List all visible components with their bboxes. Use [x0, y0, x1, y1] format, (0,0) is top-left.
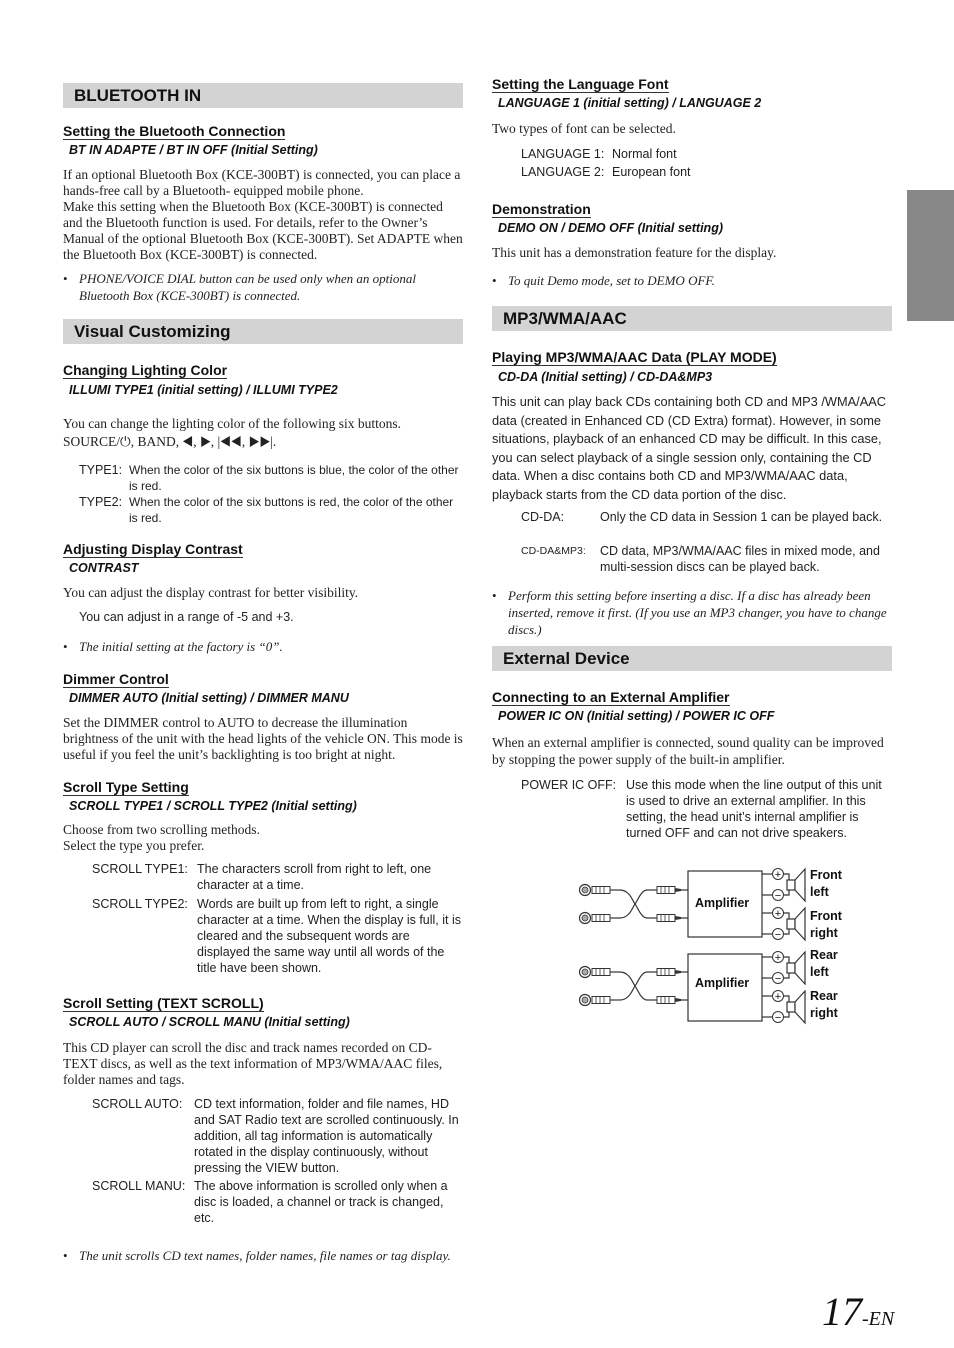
bt-paragraph-1: If an optional Bluetooth Box (KCE-300BT) is connected, you can place a hands-free call by a Bluetooth- equipped mobile phone. — [63, 167, 461, 198]
svg-text:right: right — [810, 926, 838, 940]
dimmer-options: DIMMER AUTO (Initial setting) / DIMMER MANU — [69, 691, 349, 705]
page-number: 17-EN — [822, 1289, 895, 1334]
svg-text:right: right — [810, 1006, 838, 1020]
svg-text:+: + — [774, 952, 782, 964]
language1-row: LANGUAGE 1: Normal font — [521, 147, 677, 161]
bt-connection-heading: Setting the Bluetooth Connection — [63, 123, 286, 139]
contrast-paragraph: You can adjust the display contrast for better visibility. — [63, 585, 359, 600]
section-mp3-wma-aac: MP3/WMA/AAC — [492, 306, 892, 331]
bullet-icon: • — [63, 271, 68, 286]
scroll-type2-row: SCROLL TYPE2: Words are built up from left to right, a single character at a time. When the display is full, it is cleared and the subsequent words are displayed the same way until all words of the title have been shown. — [92, 897, 461, 975]
demonstration-options: DEMO ON / DEMO OFF (Initial setting) — [498, 221, 723, 235]
bullet-icon: • — [63, 639, 68, 654]
lighting-buttons-list: SOURCE/⏻, BAND, ◀, ▶, |◀◀, ▶▶|. — [63, 434, 277, 449]
play-mode-options: CD-DA (Initial setting) / CD-DA&MP3 — [498, 370, 713, 384]
svg-text:−: − — [774, 929, 782, 941]
amplifier-label-1: Amplifier — [695, 896, 750, 910]
external-amplifier-paragraph: When an external amplifier is connected, sound quality can be improved by stopping the power supply of the built-in amplifier. — [492, 735, 884, 767]
demonstration-heading: Demonstration — [492, 201, 591, 217]
scroll-type-options: SCROLL TYPE1 / SCROLL TYPE2 (Initial setting) — [69, 799, 357, 813]
scroll-type-heading: Scroll Type Setting — [63, 779, 189, 795]
language-font-options: LANGUAGE 1 (initial setting) / LANGUAGE 2 — [498, 96, 762, 110]
external-amplifier-options: POWER IC ON (Initial setting) / POWER IC OFF — [498, 709, 775, 723]
language-font-heading: Setting the Language Font — [492, 76, 669, 92]
text-scroll-options: SCROLL AUTO / SCROLL MANU (Initial setting) — [69, 1015, 350, 1029]
play-mode-heading: Playing MP3/WMA/AAC Data (PLAY MODE) — [492, 349, 777, 365]
section-external-device: External Device — [492, 646, 892, 671]
svg-text:Front: Front — [810, 868, 842, 882]
rca-cable-2 — [580, 967, 689, 1006]
scroll-manu-row: SCROLL MANU: The above information is scrolled only when a disc is loaded, a channel or track is changed, etc. — [92, 1179, 448, 1225]
type2-row: TYPE2: When the color of the six buttons is red, the color of the other is red. — [79, 495, 454, 525]
speaker-front-right — [773, 908, 843, 942]
amplifier-wiring-diagram — [575, 864, 850, 1029]
language-paragraph: Two types of font can be selected. — [492, 121, 676, 136]
play-mode-paragraph: This unit can play back CDs containing both CD and MP3 /WMA/AAC data (created in Enhanced CD (CD Extra) format). However, in some situations, playback of an enhanced CD may be difficult. In this case, you can select playback of a single session only, containing the CD data. When a disc contains both CD and MP3/WMA/AAC data, playback starts from the CD data portion of the disc. — [492, 394, 887, 502]
amplifier-label-2: Amplifier — [695, 976, 750, 990]
svg-text:left: left — [810, 885, 829, 899]
demonstration-note: • To quit Demo mode, set to DEMO OFF. — [492, 273, 715, 288]
svg-text:Rear: Rear — [810, 989, 838, 1003]
text-scroll-heading: Scroll Setting (TEXT SCROLL) — [63, 995, 264, 1011]
speaker-rear-right — [773, 989, 839, 1024]
scroll-auto-row: SCROLL AUTO: CD text information, folder and file names, HD and SAT Radio text are scrolled continuously. In addition, all tag information is automatically rotated in the display continuously, without pressing the VIEW button. — [92, 1097, 459, 1175]
chapter-tab — [907, 190, 954, 321]
svg-text:left: left — [810, 965, 829, 979]
bt-paragraph-2: Make this setting when the Bluetooth Box (KCE-300BT) is connected and the Bluetooth function is used. For details, refer to the Owner’s Manual of the optional Bluetooth Box (KCE-300BT). Set ADAPTE when the Bluetooth Box (KCE-300BT) is connected. — [63, 199, 463, 262]
contrast-options: CONTRAST — [69, 561, 139, 575]
text-scroll-paragraph: This CD player can scroll the disc and track names recorded on CD-TEXT discs, as well as the text information of MP3/WMA/AAC files, folder names and tags. — [63, 1040, 443, 1087]
section-bluetooth-in: BLUETOOTH IN — [63, 83, 463, 108]
contrast-range: You can adjust in a range of -5 and +3. — [79, 610, 294, 624]
bullet-icon: • — [63, 1248, 68, 1263]
demonstration-paragraph: This unit has a demonstration feature for the display. — [492, 245, 777, 260]
bullet-icon: • — [492, 588, 497, 603]
scroll-type-paragraph-1: Choose from two scrolling methods. — [63, 822, 260, 837]
rca-cable-1 — [580, 885, 689, 924]
contrast-heading: Adjusting Display Contrast — [63, 541, 243, 557]
svg-text:−: − — [774, 973, 782, 985]
speaker-front-left — [773, 868, 843, 902]
svg-text:Front: Front — [810, 909, 842, 923]
lighting-color-heading: Changing Lighting Color — [63, 362, 228, 378]
type1-row: TYPE1: When the color of the six buttons is blue, the color of the other is red. — [79, 463, 459, 493]
scroll-type-paragraph-2: Select the type you prefer. — [63, 838, 205, 853]
svg-text:+: + — [774, 869, 782, 881]
external-amplifier-heading: Connecting to an External Amplifier — [492, 689, 730, 705]
speaker-rear-left — [773, 948, 838, 985]
svg-text:+: + — [774, 908, 782, 920]
section-visual-customizing: Visual Customizing — [63, 319, 463, 344]
lighting-color-options: ILLUMI TYPE1 (initial setting) / ILLUMI TYPE2 — [69, 383, 338, 397]
cdda-mp3-row: CD-DA&MP3: CD data, MP3/WMA/AAC files in mixed mode, and multi-session discs can be played back. — [521, 544, 880, 574]
cdda-row: CD-DA: Only the CD data in Session 1 can be played back. — [521, 510, 883, 524]
play-mode-note: • Perform this setting before inserting a disc. If a disc has already been inserted, remove it first. (If you use an MP3 changer, you have to change discs.) — [492, 588, 887, 637]
dimmer-paragraph: Set the DIMMER control to AUTO to decrease the illumination brightness of the unit with the head lights of the vehicle ON. This mode is useful if you feel the unit’s backlighting is too bright at night. — [63, 715, 463, 762]
svg-text:Rear: Rear — [810, 948, 838, 962]
text-scroll-note: • The unit scrolls CD text names, folder names, file names or tag display. — [63, 1248, 451, 1263]
scroll-type1-row: SCROLL TYPE1: The characters scroll from right to left, one character at a time. — [92, 862, 432, 892]
lighting-paragraph: You can change the lighting color of the following six buttons. — [63, 416, 401, 431]
bt-connection-options: BT IN ADAPTE / BT IN OFF (Initial Setting) — [69, 143, 318, 157]
contrast-note: • The initial setting at the factory is “0”. — [63, 639, 283, 654]
svg-text:−: − — [774, 890, 782, 902]
svg-text:+: + — [774, 991, 782, 1003]
dimmer-heading: Dimmer Control — [63, 671, 169, 687]
bullet-icon: • — [492, 273, 497, 288]
svg-text:−: − — [774, 1012, 782, 1024]
language2-row: LANGUAGE 2: European font — [521, 165, 691, 179]
bt-note: • PHONE/VOICE DIAL button can be used only when an optional Bluetooth Box (KCE-300BT) is connected. — [63, 271, 416, 303]
power-ic-off-row: POWER IC OFF: Use this mode when the line output of this unit is used to drive an external amplifier. In this setting, the head unit’s internal amplifier is turned OFF and can not drive speakers. — [521, 778, 882, 840]
